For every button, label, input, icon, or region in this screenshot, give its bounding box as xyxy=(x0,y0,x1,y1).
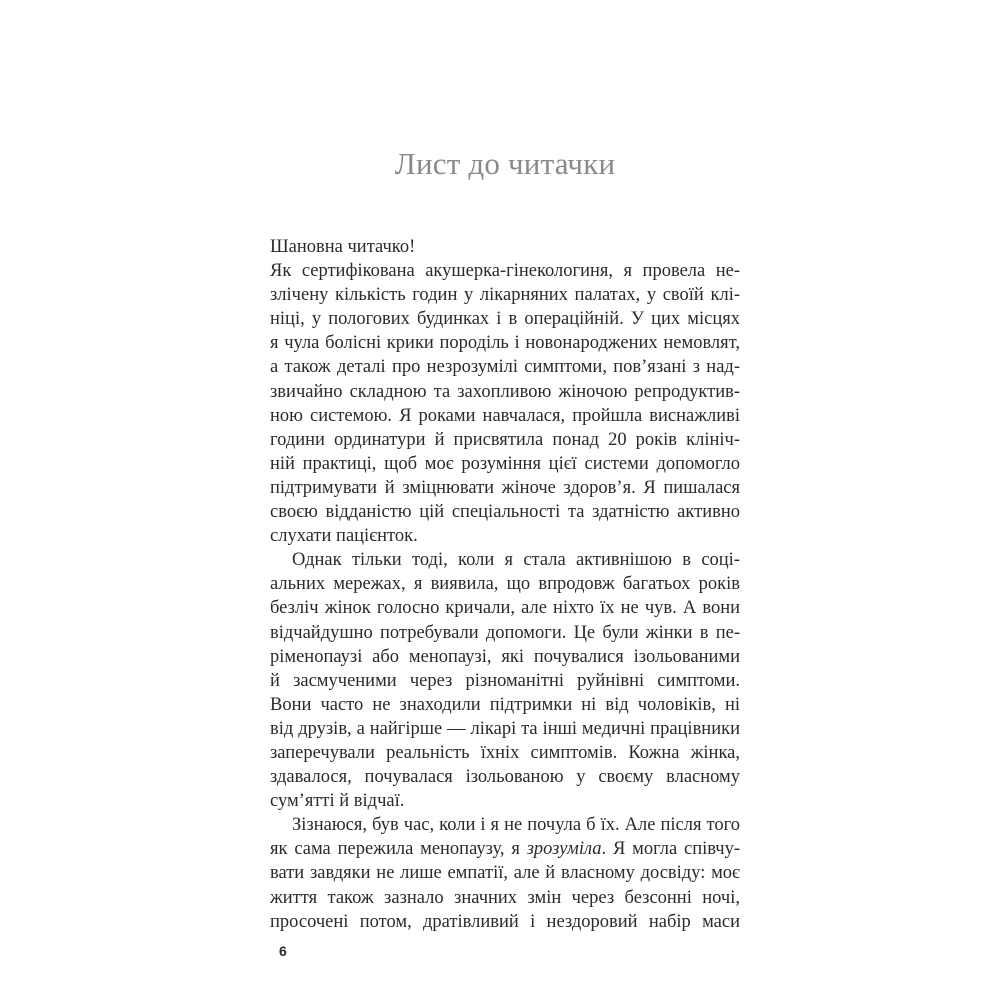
text-line: слухати пацієнток. xyxy=(270,526,418,547)
text-line: злічену кількість годин у лікарняних палатах, у своїй клі- xyxy=(270,285,740,306)
text-segment: як сама пережила менопаузу, я xyxy=(270,839,527,860)
text-segment: . Я могла співчу- xyxy=(601,839,740,860)
page-number: 6 xyxy=(279,943,287,959)
text-line: я чула болісні крики породіль і новонароджених немовлят, xyxy=(270,333,740,354)
chapter-title: Лист до читачки xyxy=(394,146,616,181)
text-line: Вони часто не знаходили підтримки ні від чоловіків, ні xyxy=(270,694,740,715)
text-line: вати завдяки не лише емпатії, але й власному досвіду: моє xyxy=(270,863,740,884)
text-line: просочені потом, дратівливий і нездоровий набір маси xyxy=(270,911,740,932)
text-line: альних мережах, я виявила, що впродовж багатьох років xyxy=(270,574,740,595)
text-line: життя також зазнало значних змін через безсонні ночі, xyxy=(270,887,740,908)
text-line: Зізнаюся, був час, коли і я не почула б їх. Але після того xyxy=(292,815,740,836)
text-line: заперечували реальність їхніх симптомів. Кожна жінка, xyxy=(270,742,740,763)
text-line: ній практиці, щоб моє розуміння цієї системи допомогло xyxy=(270,453,740,474)
text-line: звичайно складною та захопливою жіночою репродуктив- xyxy=(270,381,740,402)
text-line: своєю відданістю цій спеціальності та здатністю активно xyxy=(270,502,740,523)
text-line: Як сертифікована акушерка-гінекологиня, я провела не- xyxy=(270,261,740,282)
text-line: від друзів, а найгірше — лікарі та інші медичні працівники xyxy=(270,718,740,739)
text-line: відчайдушно потребували допомоги. Це були жінки в пе- xyxy=(270,622,740,643)
text-line: безліч жінок голосно кричали, але ніхто їх не чув. А вони xyxy=(270,598,740,619)
body-text xyxy=(270,235,740,934)
emphasis-text: зрозуміла xyxy=(526,839,602,860)
text-line: ріменопаузі або менопаузі, які почувалися ізольованими xyxy=(270,646,740,667)
text-line: ніці, у пологових будинках і в операційній. У цих місцях xyxy=(270,309,740,330)
text-line: Однак тільки тоді, коли я стала активнішою в соці- xyxy=(292,550,740,571)
text-line: а також деталі про незрозумілі симптоми, пов’язані з над- xyxy=(270,357,740,378)
text-line: здавалося, почувалася ізольованою у своєму власному xyxy=(270,767,740,788)
text-line: підтримувати й зміцнювати жіноче здоров’я. Я пишалася xyxy=(270,477,740,498)
salutation: Шановна читачко! xyxy=(270,237,416,257)
text-line: години ординатури й присвятила понад 20 років клініч- xyxy=(270,429,740,450)
text-line: сум’ятті й відчаї. xyxy=(270,791,405,812)
text-line: ною системою. Я роками навчалася, пройшла виснажливі xyxy=(270,405,740,426)
text-line xyxy=(270,837,740,861)
text-line: й засмученими через різноманітні руйнівні симптоми. xyxy=(270,670,740,691)
